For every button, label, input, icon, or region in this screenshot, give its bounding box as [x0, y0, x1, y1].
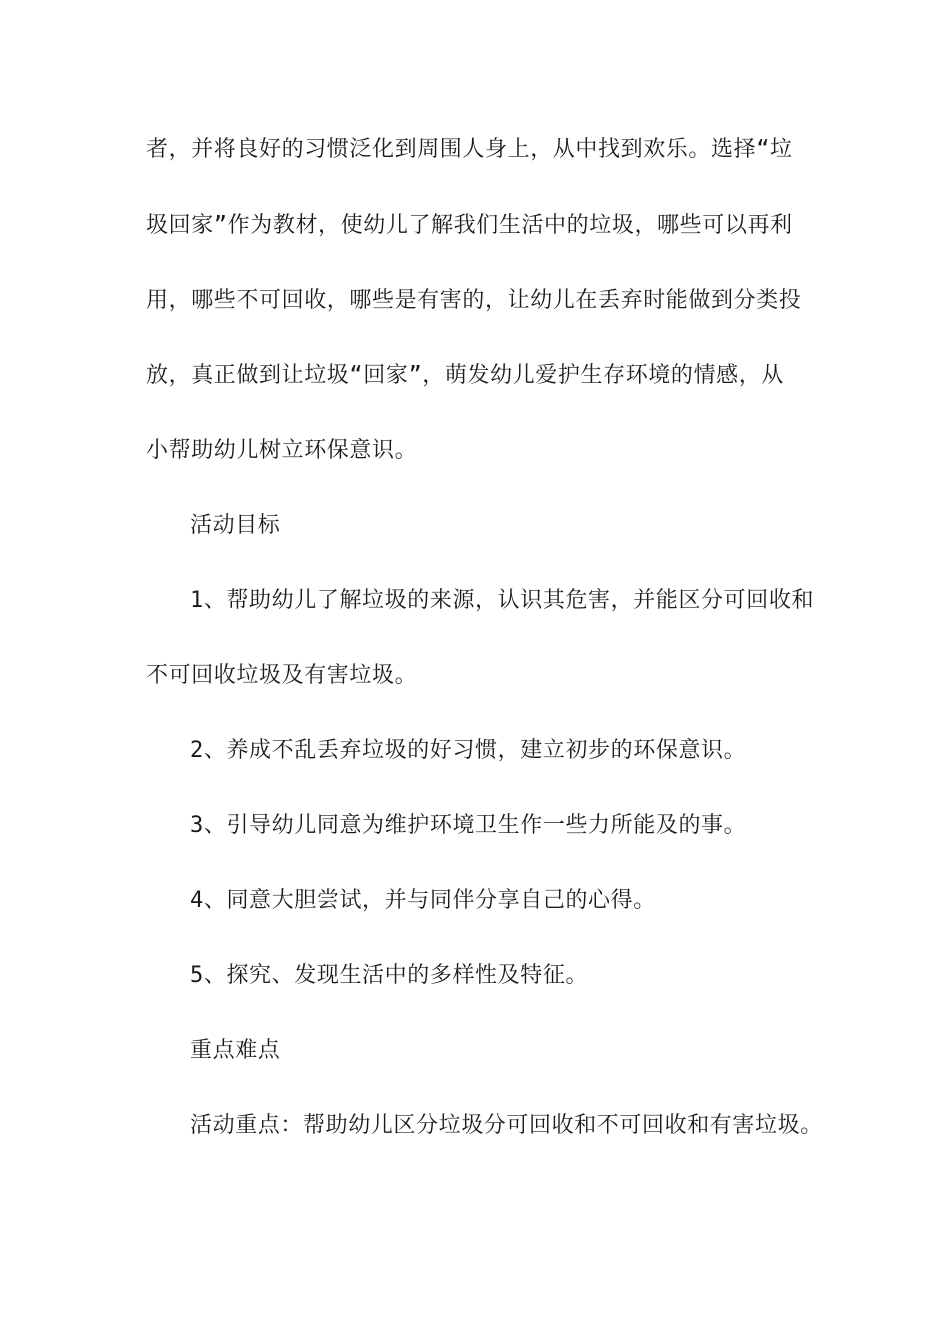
section-heading-goals: 活动目标: [190, 513, 281, 538]
goal-item-2: 2、养成不乱丢弃垃圾的好习惯，建立初步的环保意识。: [190, 738, 747, 763]
goal-item-3: 3、引导幼儿同意为维护环境卫生作一些力所能及的事。: [190, 813, 747, 838]
paragraph-line: 圾回家”作为教材，使幼儿了解我们生活中的垃圾，哪些可以再利: [146, 213, 793, 238]
paragraph-line: 用，哪些不可回收，哪些是有害的，让幼儿在丢弃时能做到分类投: [146, 288, 802, 313]
goal-item-1: 1、帮助幼儿了解垃圾的来源，认识其危害，并能区分可回收和: [190, 588, 815, 613]
key-point-text: 活动重点：帮助幼儿区分垃圾分可回收和不可回收和有害垃圾。: [190, 1113, 823, 1138]
goal-item-5: 5、探究、发现生活中的多样性及特征。: [190, 963, 589, 988]
paragraph-line: 放，真正做到让垃圾“回家”，萌发幼儿爱护生存环境的情感，从: [146, 363, 784, 388]
paragraph-line: 小帮助幼儿树立环保意识。: [146, 438, 418, 463]
paragraph-line: 者，并将良好的习惯泛化到周围人身上，从中找到欢乐。选择“垃: [146, 137, 793, 162]
goal-item-4: 4、同意大胆尝试，并与同伴分享自己的心得。: [190, 888, 656, 913]
section-heading-key-points: 重点难点: [190, 1038, 281, 1063]
goal-item-1-continuation: 不可回收垃圾及有害垃圾。: [146, 663, 418, 688]
